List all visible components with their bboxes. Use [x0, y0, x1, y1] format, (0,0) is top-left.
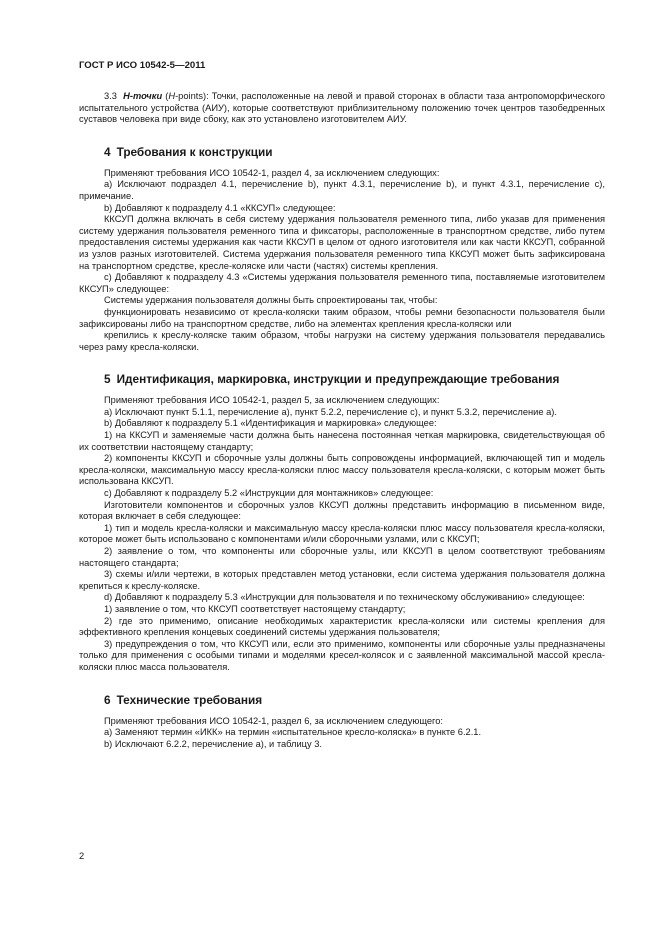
s4-para: ККСУП должна включать в себя систему удержания пользователя ременного типа, либо указав для применения систему удержания пользователя ременного типа и фиксаторы, расположенные в транспортном средстве, либо путем предоставления системы удержания как части ККСУП в целом от одного изготовителя или как части ККСУП, собранной из узлов разных изготовителей. Система удержания пользователя ременного типа ККСУП может быть зафиксирована на транспортном средстве, кресле-коляске или части (частях) системы крепления.: [79, 214, 605, 271]
s5-para: 1) тип и модель кресла-коляски и максимальную массу кресла-коляски плюс массу пользователя кресла-коляски, которое может быть использовано с компонентами и/или сборочными узлами, или с ККСУП;: [79, 522, 605, 545]
section-6-heading: 6 Технические требования: [104, 692, 263, 707]
s5-para: Применяют требования ИСО 10542-1, раздел 5, за исключением следующих:: [104, 395, 440, 406]
document-header: ГОСТ Р ИСО 10542-5—2011: [79, 60, 206, 71]
s5-para: Изготовители компонентов и сборочных узлов ККСУП должны представить информацию в письменном виде, которая включает в себя следующее:: [79, 499, 605, 522]
s5-para: 3) схемы и/или чертежи, в которых представлен метод установки, если система удержания пользователя должна крепиться к креслу-коляске.: [79, 569, 605, 591]
s4-para: b) Добавляют к подразделу 4.1 «ККСУП» следующее:: [104, 202, 336, 213]
s5-para: d) Добавляют к подразделу 5.3 «Инструкции для пользователя и по техническому обслуживанию» следующее:: [104, 592, 585, 603]
page-number: 2: [79, 851, 85, 861]
s5-para: 1) заявление о том, что ККСУП соответствует настоящему стандарту;: [104, 603, 406, 614]
term-definition: -points): Точки, расположенные на левой и правой сторонах в области таза антропоморфического испытательного устройства (АИУ), которые соответствуют приблизительному положению точек центров тазобедренных суставов человека при виде сбоку, как это установлено изготовителем АИУ.: [79, 91, 605, 125]
s5-para: 1) на ККСУП и заменяемые части должна быть нанесена постоянная четкая маркировка, свидетельствующая об их соответствии настоящему стандарту;: [79, 430, 605, 452]
s5-para: 2) заявление о том, что компоненты или сборочные узлы, или ККСУП в целом соответствуют требованиям настоящего стандарта;: [79, 546, 605, 568]
s6-para: b) Исключают 6.2.2, перечисление а), и таблицу 3.: [104, 738, 322, 749]
s5-para: 2) компоненты ККСУП и сборочные узлы должны быть сопровождены информацией, включающей тип и модель кресла-коляски, максимальную массу кресла-коляски плюс массу пользователя кресла-коляски, с которым может быть использована ККСУП.: [79, 453, 605, 487]
s4-para: Системы удержания пользователя должны быть спроектированы так, чтобы:: [104, 295, 438, 306]
s5-para: b) Добавляют к подразделу 5.1 «Идентификация и маркировка» следующее:: [104, 418, 437, 429]
s4-para: функционировать независимо от кресла-коляски таким образом, чтобы ремни безопасности пользователя были зафиксированы либо на транспортном средстве, либо на элементах крепления кресла-коляски или: [79, 306, 605, 329]
term-number: 3.3: [104, 91, 117, 101]
s5-para: а) Исключают пункт 5.1.1, перечисление а), пункт 5.2.2, перечисление с), и пункт 5.3.2, перечисление а).: [104, 406, 557, 417]
section-5-heading: 5 Идентификация, маркировка, инструкции и предупреждающие требования: [104, 372, 560, 387]
s5-para: 2) где это применимо, описание необходимых характеристик кресла-коляски или системы крепления для эффективного крепления концевых соединений системы удержания пользователя;: [79, 615, 605, 638]
term-name: H-точки: [123, 91, 163, 101]
s4-para: с) Добавляют к подразделу 4.3 «Системы удержания пользователя ременного типа, поставляемые изготовителем ККСУП» следующее:: [79, 272, 605, 294]
s5-para: с) Добавляют к подразделу 5.2 «Инструкции для монтажников» следующее:: [104, 488, 434, 499]
s4-para: крепились к креслу-коляске таким образом, чтобы нагрузки на систему удержания пользователя передавались через раму кресла-коляски.: [79, 330, 605, 352]
section-4-heading: 4 Требования к конструкции: [104, 144, 273, 159]
s6-para: а) Заменяют термин «ИКК» на термин «испытательное кресло-коляска» в пункте 6.2.1.: [104, 727, 482, 738]
term-3-3: 3.3 H-точки (H-points): Точки, расположенные на левой и правой сторонах в области таза антропоморфического испытательного устройства (АИУ), которые соответствуют приблизительному положению точек центров тазобедренных суставов человека при виде сбоку, как это установлено изготовителем АИУ.: [79, 91, 605, 125]
s4-para: а) Исключают подраздел 4.1, перечисление b), пункт 4.3.1, перечисление b), и пункт 4.3.1, перечисление с), примечание.: [79, 179, 605, 201]
s5-para: 3) предупреждения о том, что ККСУП или, если это применимо, компоненты или сборочные узлы предназначены только для применения с особыми типами и моделями кресел-колясок и с заявленной максимальной массой кресла-коляски плюс масса пользователя.: [79, 638, 605, 672]
s6-para: Применяют требования ИСО 10542-1, раздел 6, за исключением следующего:: [104, 715, 443, 726]
s4-para: Применяют требования ИСО 10542-1, раздел 4, за исключением следующих:: [104, 167, 440, 178]
